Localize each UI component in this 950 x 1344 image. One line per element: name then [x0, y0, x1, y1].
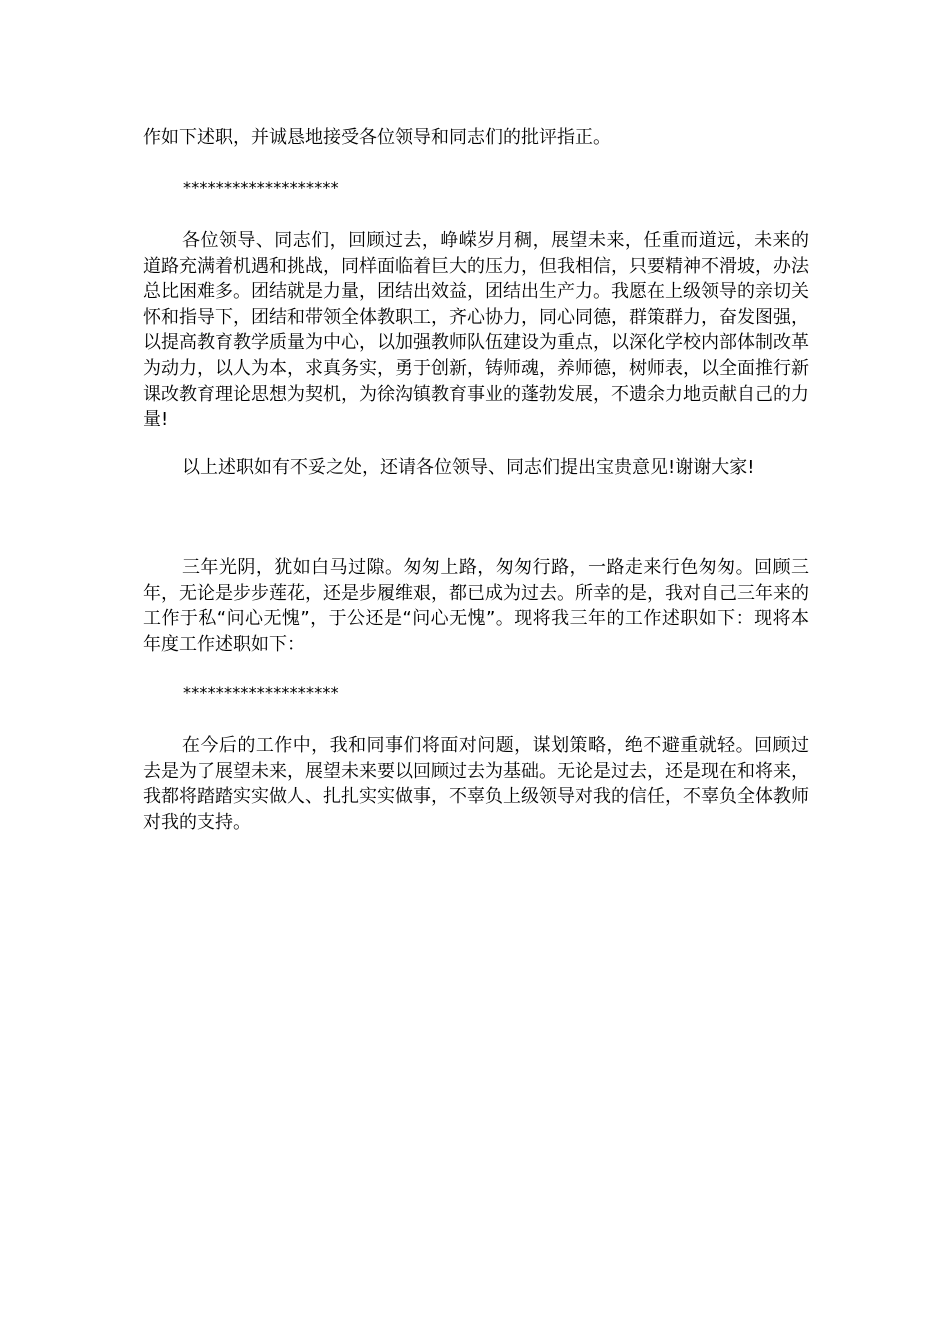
paragraph-three-years: 三年光阴，犹如白马过隙。匆匆上路，匆匆行路，一路走来行色匆匆。回顾三年，无论是步步莲花，还是步履维艰，都已成为过去。所幸的是，我对自己三年来的工作于私“问心无愧”，于公还是“问心无愧”。现将我三年的工作述职如下：现将本年度工作述职如下：: [143, 557, 809, 655]
paragraph-future-work: 在今后的工作中，我和同事们将面对问题，谋划策略，绝不避重就轻。回顾过去是为了展望未来，展望未来要以回顾过去为基础。无论是过去，还是现在和将来，我都将踏踏实实做人、扎扎实实做事，不辜负上级领导对我的信任，不辜负全体教师对我的支持。: [143, 735, 809, 833]
paragraph-outlook: 各位领导、同志们，回顾过去，峥嵘岁月稠，展望未来，任重而道远，未来的道路充满着机遇和挑战，同样面临着巨大的压力，但我相信，只要精神不滑坡，办法总比困难多。团结就是力量，团结出效益，团结出生产力。我愿在上级领导的亲切关怀和指导下，团结和带领全体教职工，齐心协力，同心同德，群策群力，奋发图强，以提高教育教学质量为中心，以加强教师队伍建设为重点，以深化学校内部体制改革为动力，以人为本，求真务实，勇于创新，铸师魂，养师德，树师表，以全面推行新课改教育理论思想为契机，为徐沟镇教育事业的蓬勃发展，不遗余力地贡献自己的力量!: [143, 230, 809, 431]
separator-stars: *******************: [183, 683, 339, 702]
paragraph-opening-line: 作如下述职，并诚恳地接受各位领导和同志们的批评指正。: [143, 127, 611, 148]
separator-stars: *******************: [183, 178, 339, 197]
paragraph-closing-thanks: 以上述职如有不妥之处，还请各位领导、同志们提出宝贵意见!谢谢大家!: [182, 457, 755, 478]
